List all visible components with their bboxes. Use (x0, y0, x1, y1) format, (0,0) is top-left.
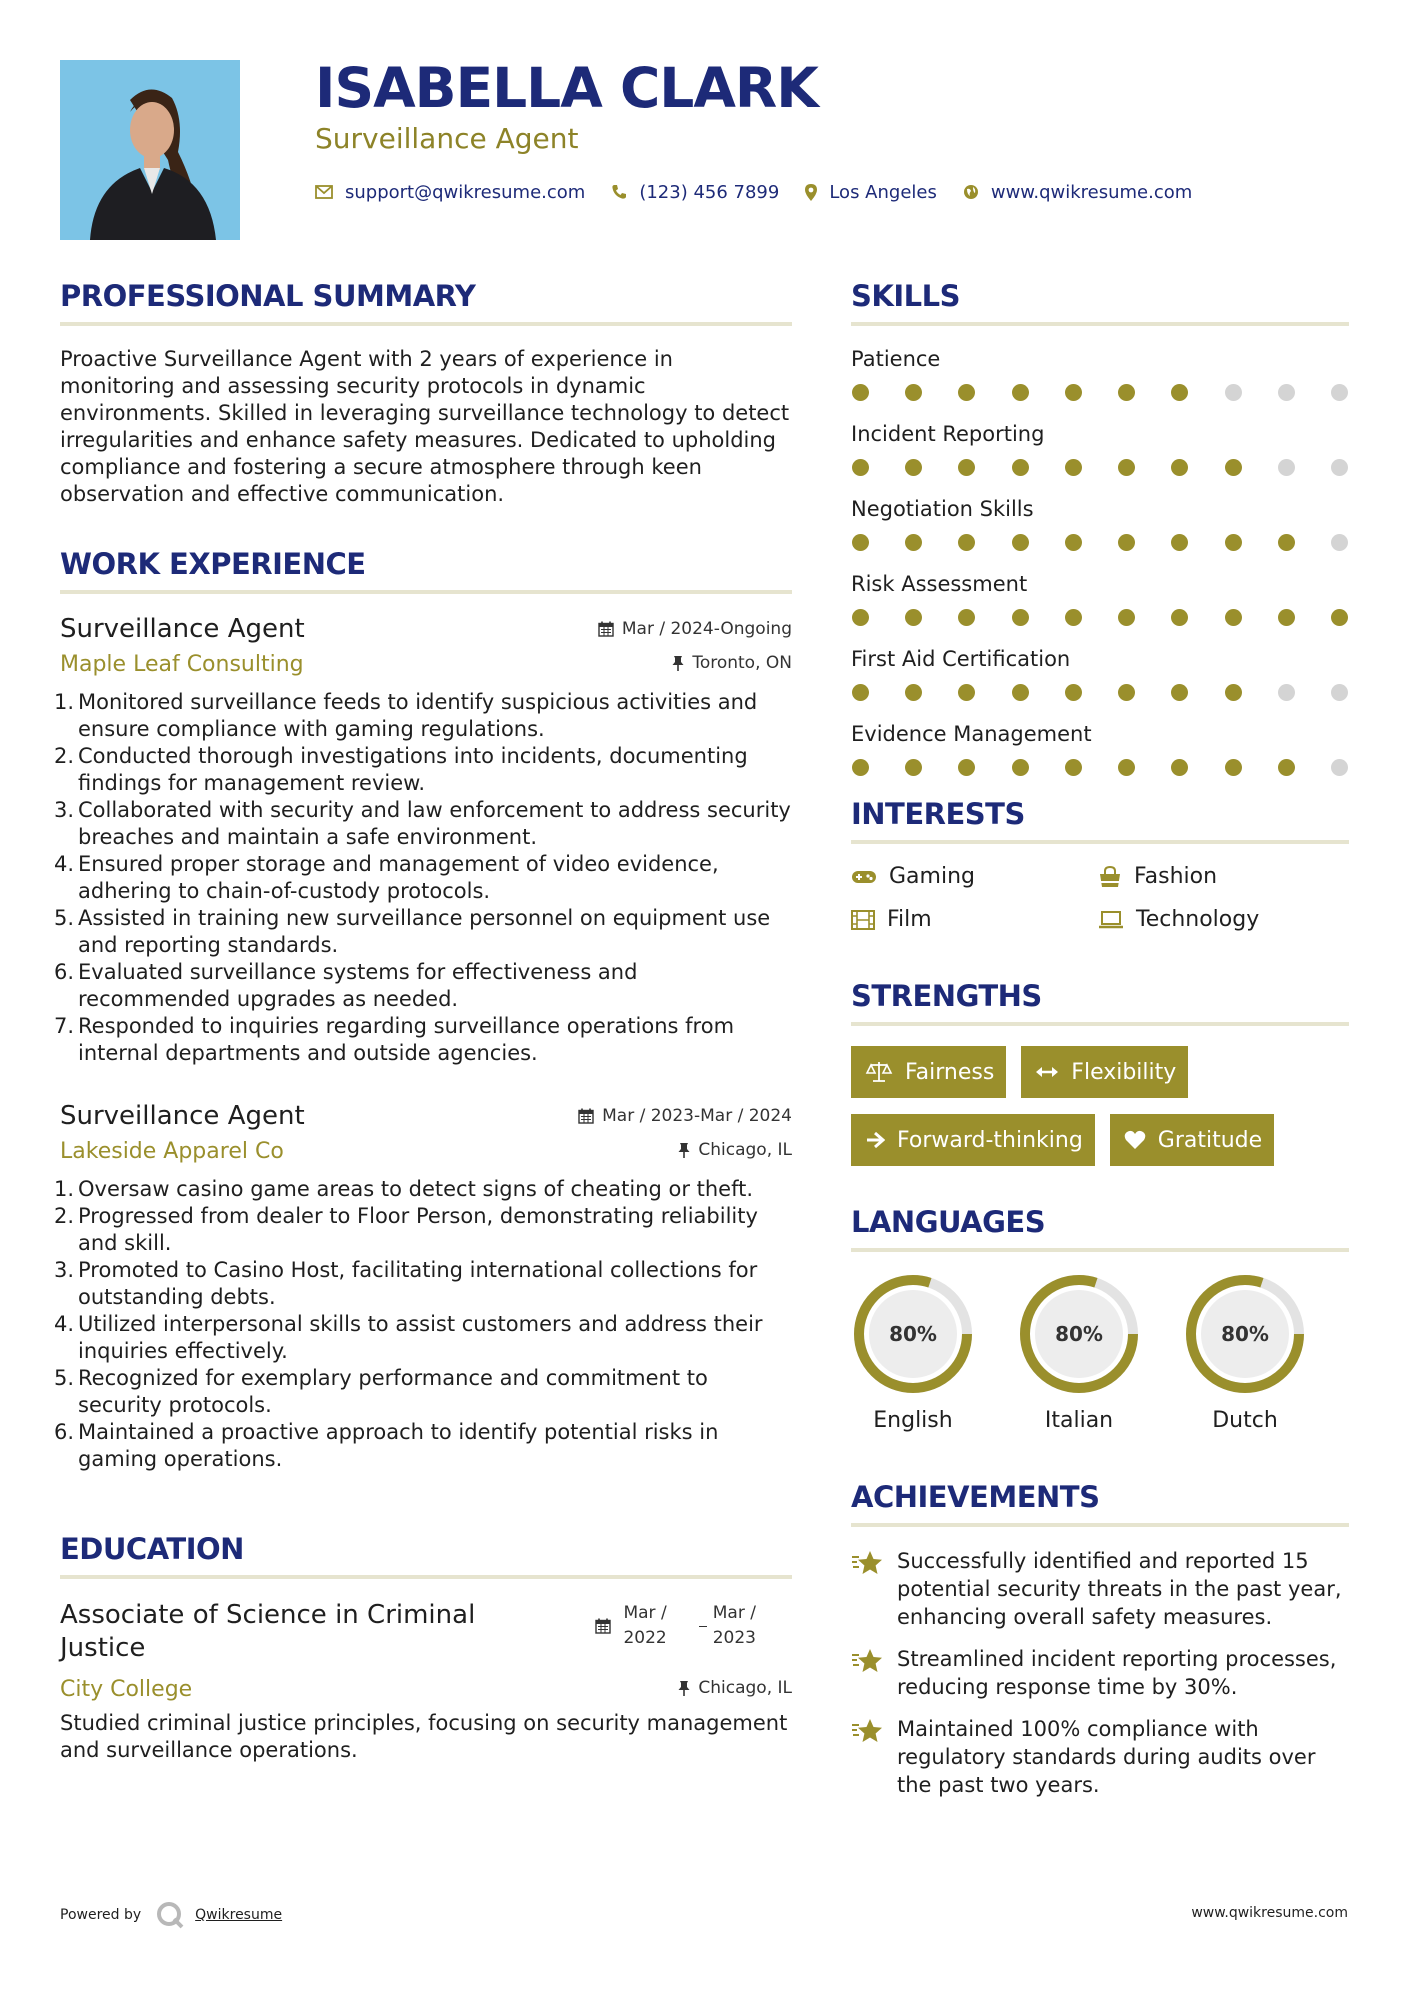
strengths-heading: STRENGTHS (851, 979, 1042, 1013)
section-divider (60, 322, 792, 326)
rating-dot-filled (1278, 759, 1295, 776)
rating-dot-filled (905, 534, 922, 551)
brand-link[interactable]: Qwikresume (195, 1907, 283, 1923)
rating-dot-empty (1278, 684, 1295, 701)
job-entry (60, 1101, 792, 1473)
skill-rating (851, 759, 1349, 776)
section-divider (851, 1248, 1349, 1252)
rating-dot-filled (1225, 684, 1242, 701)
list-item: Maintained a proactive approach to identify potential risks in gaming operations. (78, 1420, 719, 1471)
rating-dot-filled (852, 459, 869, 476)
list-item: Monitored surveillance feeds to identify suspicious activities and ensure compliance with gaming regulations. (78, 690, 758, 741)
rating-dot-filled (1065, 534, 1082, 551)
rating-dot-filled (1171, 384, 1188, 401)
rating-dot-filled (1171, 684, 1188, 701)
rating-dot-filled (1225, 459, 1242, 476)
rating-dot-filled (1118, 534, 1135, 551)
rating-dot-filled (958, 684, 975, 701)
degree-title: Associate of Science in Criminal Justice (60, 1600, 476, 1663)
list-item: Progressed from dealer to Floor Person, demonstrating reliability and skill. (78, 1204, 758, 1255)
skill-name: Patience (851, 347, 941, 371)
rating-dot-filled (1225, 759, 1242, 776)
rating-dot-filled (1118, 609, 1135, 626)
star-achievement-icon (851, 1717, 883, 1745)
rating-dot-empty (1331, 534, 1348, 551)
film-icon (851, 910, 875, 930)
map-pin-icon (805, 184, 817, 201)
rating-dot-filled (1118, 459, 1135, 476)
phone-text: (123) 456 7899 (639, 181, 780, 203)
candidate-name: ISABELLA CLARK (315, 56, 818, 120)
website-text: www.qwikresume.com (990, 181, 1193, 203)
rating-dot-filled (852, 534, 869, 551)
job-bullets (60, 689, 792, 1067)
job-dates: Mar / 2023-Mar / 2024 (578, 1106, 792, 1126)
list-item: Oversaw casino game areas to detect signs of cheating or theft. (78, 1177, 754, 1201)
contact-email[interactable] (315, 182, 585, 203)
rating-dot-filled (1331, 609, 1348, 626)
interest-item: Gaming (851, 864, 1098, 889)
pushpin-icon (672, 655, 684, 671)
skills-heading: SKILLS (851, 279, 960, 313)
star-achievement-icon (851, 1549, 883, 1577)
contact-phone[interactable] (611, 182, 779, 203)
skill-name: Evidence Management (851, 722, 1092, 746)
skills-section (851, 278, 1349, 776)
section-divider (60, 590, 792, 594)
list-item: Recognized for exemplary performance and commitment to security protocols. (78, 1366, 708, 1417)
skill-name: Incident Reporting (851, 422, 1045, 446)
rating-dot-filled (1065, 684, 1082, 701)
language-item (851, 1272, 1017, 1433)
education-section (60, 1531, 792, 1764)
interests-heading: INTERESTS (851, 797, 1025, 831)
calendar-icon (595, 1618, 611, 1634)
skill-item (851, 421, 1349, 476)
language-progress-ring (851, 1272, 975, 1396)
rating-dot-filled (905, 684, 922, 701)
start-date: Mar / 2022 (623, 1603, 667, 1648)
skills-list (851, 346, 1349, 776)
rating-dot-filled (905, 384, 922, 401)
achievement-item: Successfully identified and reported 15 potential security threats in the past year, enhancing overall safety measures. (851, 1547, 1349, 1631)
rating-dot-filled (852, 384, 869, 401)
pushpin-icon (678, 1142, 690, 1158)
powered-by-label: Powered by (60, 1907, 142, 1923)
list-item: Ensured proper storage and management of video evidence, adhering to chain-of-custody protocols. (78, 852, 719, 903)
qwikresume-logo-icon (155, 1900, 185, 1930)
rating-dot-filled (905, 459, 922, 476)
interest-item: Film (851, 907, 1098, 932)
rating-dot-filled (905, 609, 922, 626)
rating-dot-filled (1118, 384, 1135, 401)
rating-dot-filled (958, 384, 975, 401)
skill-rating (851, 684, 1349, 701)
rating-dot-empty (1278, 384, 1295, 401)
language-percent: 80% (889, 1322, 937, 1346)
skill-item (851, 346, 1349, 401)
profile-photo (60, 60, 240, 240)
achievement-item: Maintained 100% compliance with regulatory standards during audits over the past two years. (851, 1715, 1349, 1799)
rating-dot-filled (958, 609, 975, 626)
school-location: Chicago, IL (678, 1678, 792, 1698)
achievements-heading: ACHIEVEMENTS (851, 1480, 1100, 1514)
job-entry (60, 614, 792, 1067)
company-name: Lakeside Apparel Co (60, 1139, 284, 1164)
rating-dot-filled (1012, 384, 1029, 401)
language-name: Italian (1044, 1408, 1114, 1433)
skill-item (851, 646, 1349, 701)
pushpin-icon (678, 1680, 690, 1696)
education-heading: EDUCATION (60, 1532, 244, 1566)
list-item: Promoted to Casino Host, facilitating international collections for outstanding debts. (78, 1258, 758, 1309)
calendar-icon (578, 1108, 594, 1124)
rating-dot-filled (1012, 684, 1029, 701)
strength-chip: Flexibility (1021, 1046, 1188, 1098)
location-text: Los Angeles (829, 181, 937, 203)
experience-section (60, 546, 792, 1473)
contact-website[interactable] (963, 182, 1192, 203)
section-divider (60, 1575, 792, 1579)
rating-dot-filled (1012, 759, 1029, 776)
section-divider (851, 1523, 1349, 1527)
school-name: City College (60, 1677, 193, 1702)
globe-icon (963, 184, 979, 200)
left-column (60, 278, 792, 1764)
rating-dot-filled (852, 609, 869, 626)
skill-item (851, 721, 1349, 776)
date-separator (699, 1626, 707, 1627)
rating-dot-filled (852, 684, 869, 701)
skill-name: Negotiation Skills (851, 497, 1034, 521)
rating-dot-filled (1171, 459, 1188, 476)
list-item: Assisted in training new surveillance personnel on equipment use and reporting standards. (78, 906, 771, 957)
rating-dot-filled (1225, 534, 1242, 551)
language-name: Dutch (1212, 1408, 1278, 1433)
balance-scale-icon (865, 1061, 893, 1083)
language-progress-ring (1017, 1272, 1141, 1396)
rating-dot-empty (1331, 684, 1348, 701)
rating-dot-filled (1012, 534, 1029, 551)
rating-dot-empty (1331, 459, 1348, 476)
rating-dot-empty (1225, 384, 1242, 401)
skill-rating (851, 534, 1349, 551)
rating-dot-filled (1171, 759, 1188, 776)
summary-heading: PROFESSIONAL SUMMARY (60, 279, 476, 313)
rating-dot-filled (958, 459, 975, 476)
languages-heading: LANGUAGES (851, 1205, 1046, 1239)
strength-chip: Fairness (851, 1046, 1006, 1098)
language-progress-ring (1183, 1272, 1307, 1396)
languages-list (851, 1272, 1349, 1433)
rating-dot-filled (1278, 609, 1295, 626)
list-item: Evaluated surveillance systems for effectiveness and recommended upgrades as needed. (78, 960, 638, 1011)
rating-dot-filled (1012, 609, 1029, 626)
strength-chip: Gratitude (1110, 1114, 1274, 1166)
arrow-right-icon (865, 1131, 885, 1149)
strengths-section (851, 978, 1349, 1166)
education-dates (595, 1601, 792, 1651)
language-item (1183, 1272, 1349, 1433)
experience-heading: WORK EXPERIENCE (60, 547, 366, 581)
language-percent: 80% (1221, 1322, 1269, 1346)
rating-dot-filled (1118, 759, 1135, 776)
skill-rating (851, 459, 1349, 476)
person-silhouette-icon (60, 60, 240, 240)
arrows-horizontal-icon (1035, 1065, 1059, 1079)
job-location: Toronto, ON (672, 653, 792, 673)
skill-name: First Aid Certification (851, 647, 1071, 671)
rating-dot-empty (1278, 459, 1295, 476)
interests-section (851, 796, 1349, 932)
list-item: Responded to inquiries regarding surveillance operations from internal departments and outside agencies. (78, 1014, 735, 1065)
phone-icon (611, 184, 627, 200)
envelope-icon (315, 185, 333, 199)
list-item: Collaborated with security and law enforcement to address security breaches and maintain a safe environment. (78, 798, 791, 849)
end-date: Mar / 2023 (712, 1603, 756, 1648)
laptop-icon (1098, 911, 1124, 929)
rating-dot-filled (1065, 384, 1082, 401)
rating-dot-filled (958, 534, 975, 551)
candidate-title: Surveillance Agent (315, 122, 579, 155)
achievements-section (851, 1479, 1349, 1799)
footer-powered-by (60, 1900, 282, 1930)
education-description: Studied criminal justice principles, focusing on security management and surveillance operations. (60, 1711, 788, 1762)
strength-chip: Forward-thinking (851, 1114, 1095, 1166)
skill-name: Risk Assessment (851, 572, 1028, 596)
section-divider (851, 1022, 1349, 1026)
rating-dot-filled (1171, 534, 1188, 551)
rating-dot-filled (1065, 759, 1082, 776)
job-title: Surveillance Agent (60, 1101, 305, 1131)
skill-rating (851, 384, 1349, 401)
section-divider (851, 840, 1349, 844)
skill-item (851, 496, 1349, 551)
company-name: Maple Leaf Consulting (60, 652, 304, 677)
footer-website[interactable]: www.qwikresume.com (1191, 1905, 1348, 1921)
language-name: English (873, 1408, 953, 1433)
rating-dot-empty (1331, 759, 1348, 776)
rating-dot-filled (1278, 534, 1295, 551)
heart-icon (1124, 1130, 1146, 1150)
list-item: Conducted thorough investigations into incidents, documenting findings for management review. (78, 744, 748, 795)
rating-dot-filled (852, 759, 869, 776)
summary-section (60, 278, 792, 508)
shopping-bag-icon (1098, 866, 1122, 888)
interest-item: Technology (1098, 907, 1349, 932)
job-dates: Mar / 2024-Ongoing (598, 619, 792, 639)
section-divider (851, 322, 1349, 326)
contact-location (805, 182, 937, 203)
skill-item (851, 571, 1349, 626)
achievement-item: Streamlined incident reporting processes, reducing response time by 30%. (851, 1645, 1349, 1701)
language-item (1017, 1272, 1183, 1433)
job-location: Chicago, IL (678, 1140, 792, 1160)
rating-dot-filled (1225, 609, 1242, 626)
rating-dot-filled (1065, 609, 1082, 626)
list-item: Utilized interpersonal skills to assist customers and address their inquiries effectively. (78, 1312, 763, 1363)
rating-dot-filled (905, 759, 922, 776)
calendar-icon (598, 621, 614, 637)
rating-dot-filled (1118, 684, 1135, 701)
rating-dot-filled (1171, 609, 1188, 626)
star-achievement-icon (851, 1647, 883, 1675)
skill-rating (851, 609, 1349, 626)
interest-item: Fashion (1098, 864, 1349, 889)
job-bullets (60, 1176, 792, 1473)
rating-dot-filled (1012, 459, 1029, 476)
job-title: Surveillance Agent (60, 614, 305, 644)
rating-dot-filled (958, 759, 975, 776)
languages-section (851, 1204, 1349, 1433)
summary-text: Proactive Surveillance Agent with 2 years of experience in monitoring and assessing security protocols in dynamic environments. Skilled in leveraging surveillance technology to detect irregularities and enhance safety measures. Dedicated to upholding compliance and fostering a secure atmosphere through keen observation and effective communication. (60, 347, 790, 506)
right-column (851, 278, 1349, 1813)
email-text: support@qwikresume.com (345, 181, 586, 203)
rating-dot-empty (1331, 384, 1348, 401)
rating-dot-filled (1065, 459, 1082, 476)
gamepad-icon (851, 869, 877, 885)
contact-bar (315, 178, 1218, 206)
language-percent: 80% (1055, 1322, 1103, 1346)
